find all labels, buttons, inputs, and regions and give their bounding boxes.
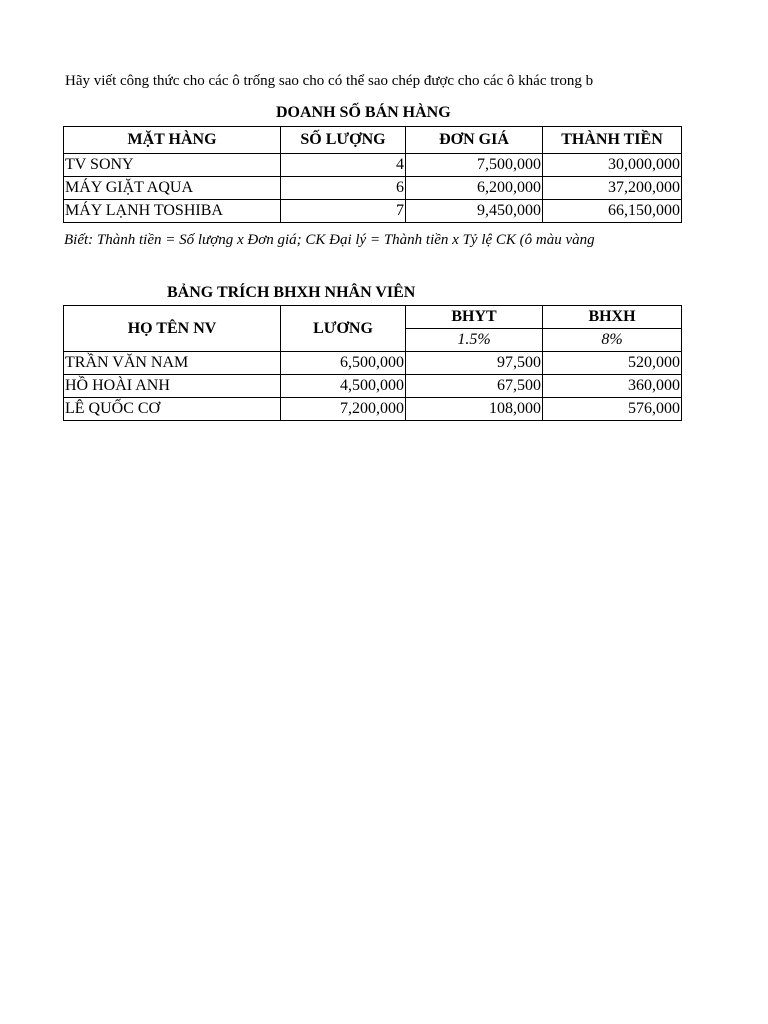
cell-quantity[interactable]: 6: [281, 177, 406, 200]
cell-total[interactable]: 66,150,000: [543, 200, 682, 223]
header-bhyt[interactable]: BHYT: [406, 306, 543, 329]
bhxh-table-title: BẢNG TRÍCH BHXH NHÂN VIÊN: [167, 284, 416, 301]
cell-bhyt[interactable]: 108,000: [406, 398, 543, 421]
instruction-text: Hãy viết công thức cho các ô trống sao cho có thể sao chép được cho các ô khác trong b: [65, 73, 594, 89]
table-row: [64, 398, 682, 421]
sales-header-row: [64, 127, 682, 154]
cell-unit-price[interactable]: 7,500,000: [406, 154, 543, 177]
cell-bhxh[interactable]: 360,000: [543, 375, 682, 398]
cell-unit-price[interactable]: 9,450,000: [406, 200, 543, 223]
cell-unit-price[interactable]: 6,200,000: [406, 177, 543, 200]
cell-total[interactable]: 30,000,000: [543, 154, 682, 177]
cell-employee-name[interactable]: HỒ HOÀI ANH: [64, 375, 281, 398]
cell-salary[interactable]: 6,500,000: [281, 352, 406, 375]
bhxh-rate[interactable]: 8%: [543, 329, 682, 352]
cell-salary[interactable]: 4,500,000: [281, 375, 406, 398]
cell-employee-name[interactable]: TRẦN VĂN NAM: [64, 352, 281, 375]
formula-note: Biết: Thành tiền = Số lượng x Đơn giá; CK Đại lý = Thành tiền x Tỷ lệ CK (ô màu vàng: [64, 232, 595, 248]
header-employee-name[interactable]: HỌ TÊN NV: [64, 306, 281, 352]
bhxh-header-row: [64, 306, 682, 329]
header-total[interactable]: THÀNH TIỀN: [543, 127, 682, 154]
header-bhxh[interactable]: BHXH: [543, 306, 682, 329]
cell-employee-name[interactable]: LÊ QUỐC CƠ: [64, 398, 281, 421]
cell-bhxh[interactable]: 576,000: [543, 398, 682, 421]
cell-item[interactable]: TV SONY: [64, 154, 281, 177]
cell-quantity[interactable]: 7: [281, 200, 406, 223]
cell-salary[interactable]: 7,200,000: [281, 398, 406, 421]
cell-bhxh[interactable]: 520,000: [543, 352, 682, 375]
table-row: [64, 200, 682, 223]
header-quantity[interactable]: SỐ LƯỢNG: [281, 127, 406, 154]
cell-item[interactable]: MÁY LẠNH TOSHIBA: [64, 200, 281, 223]
cell-bhyt[interactable]: 97,500: [406, 352, 543, 375]
table-row: [64, 352, 682, 375]
cell-item[interactable]: MÁY GIẶT AQUA: [64, 177, 281, 200]
table-row: [64, 375, 682, 398]
bhyt-rate[interactable]: 1.5%: [406, 329, 543, 352]
header-item[interactable]: MẶT HÀNG: [64, 127, 281, 154]
header-unit-price[interactable]: ĐƠN GIÁ: [406, 127, 543, 154]
header-salary[interactable]: LƯƠNG: [281, 306, 406, 352]
cell-bhyt[interactable]: 67,500: [406, 375, 543, 398]
cell-total[interactable]: 37,200,000: [543, 177, 682, 200]
bhxh-table: [63, 305, 682, 421]
sales-table: [63, 126, 682, 223]
table-row: [64, 154, 682, 177]
sales-table-title: DOANH SỐ BÁN HÀNG: [276, 104, 451, 121]
cell-quantity[interactable]: 4: [281, 154, 406, 177]
table-row: [64, 177, 682, 200]
